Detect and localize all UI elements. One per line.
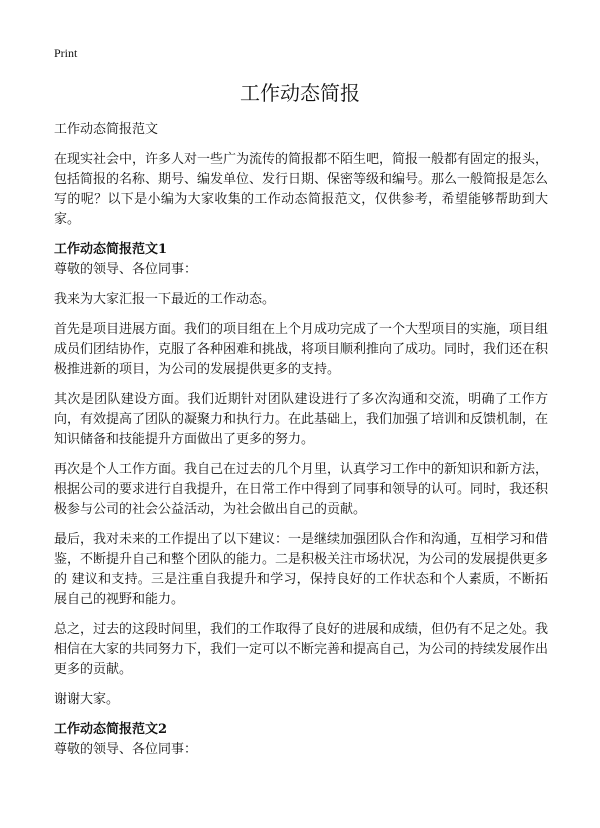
section-paragraph: 总之，过去的这段时间里，我们的工作取得了良好的进展和成绩，但仍有不足之处。我相信在大家的共同努力下，我们一定可以不断完善和提高自己，为公司的持续发展作出更多的贡献。 [54, 622, 549, 677]
section-paragraph: 最后，我对未来的工作提出了以下建议：一是继续加强团队合作和沟通，互相学习和借鉴，不断提升自己和整个团队的能力。二是积极关注市场状况，为公司的发展提供更多的 建议和支持。三是注重自我提升和学习，保持良好的工作状态和个人素质，不断拓展自己的视野和能力。 [54, 532, 549, 607]
section-paragraph: 首先是项目进展方面。我们的项目组在上个月成功完成了一个大型项目的实施，项目组成员们团结协作，克服了各种困难和挑战，将项目顺利推向了成功。同时，我们还在积极推进新的项目，为公司的发展提供更多的支持。 [54, 322, 549, 377]
section-heading: 工作动态简报范文2 [54, 722, 168, 737]
section-heading: 工作动态简报范文1 [54, 242, 168, 257]
section-paragraph: 我来为大家汇报一下最近的工作动态。 [54, 292, 276, 307]
section-paragraph: 尊敬的领导、各位同事： [54, 742, 198, 757]
print-link[interactable]: Print [54, 46, 78, 60]
section-1 [54, 240, 548, 710]
document-subtitle: 工作动态简报范文 [54, 122, 159, 137]
section-paragraph: 谢谢大家。 [54, 692, 120, 707]
page-title: 工作动态简报 [240, 81, 360, 105]
section-paragraph: 再次是个人工作方面。我自己在过去的几个月里，认真学习工作中的新知识和新方法，根据公司的要求进行自我提升，在日常工作中得到了同事和领导的认可。同时，我还积极参与公司的社会公益活动，为社会做出自己的贡献。 [54, 462, 549, 517]
document-body [54, 120, 548, 770]
section-paragraph: 其次是团队建设方面。我们近期针对团队建设进行了多次沟通和交流，明确了工作方向，有效提高了团队的凝聚力和执行力。在此基础上，我们加强了培训和反馈机制，在知识储备和技能提升方面做出了更多的努力。 [54, 392, 549, 447]
intro-paragraph: 在现实社会中，许多人对一些广为流传的简报都不陌生吧，简报一般都有固定的报头，包括简报的名称、期号、编发单位、发行日期、保密等级和编号。那么一般简报是怎么写的呢？以下是小编为大家收集的工作动态简报范文，仅供参考，希望能够帮助到大家。 [54, 152, 549, 227]
section-paragraph: 尊敬的领导、各位同事： [54, 262, 198, 277]
section-2 [54, 720, 548, 760]
